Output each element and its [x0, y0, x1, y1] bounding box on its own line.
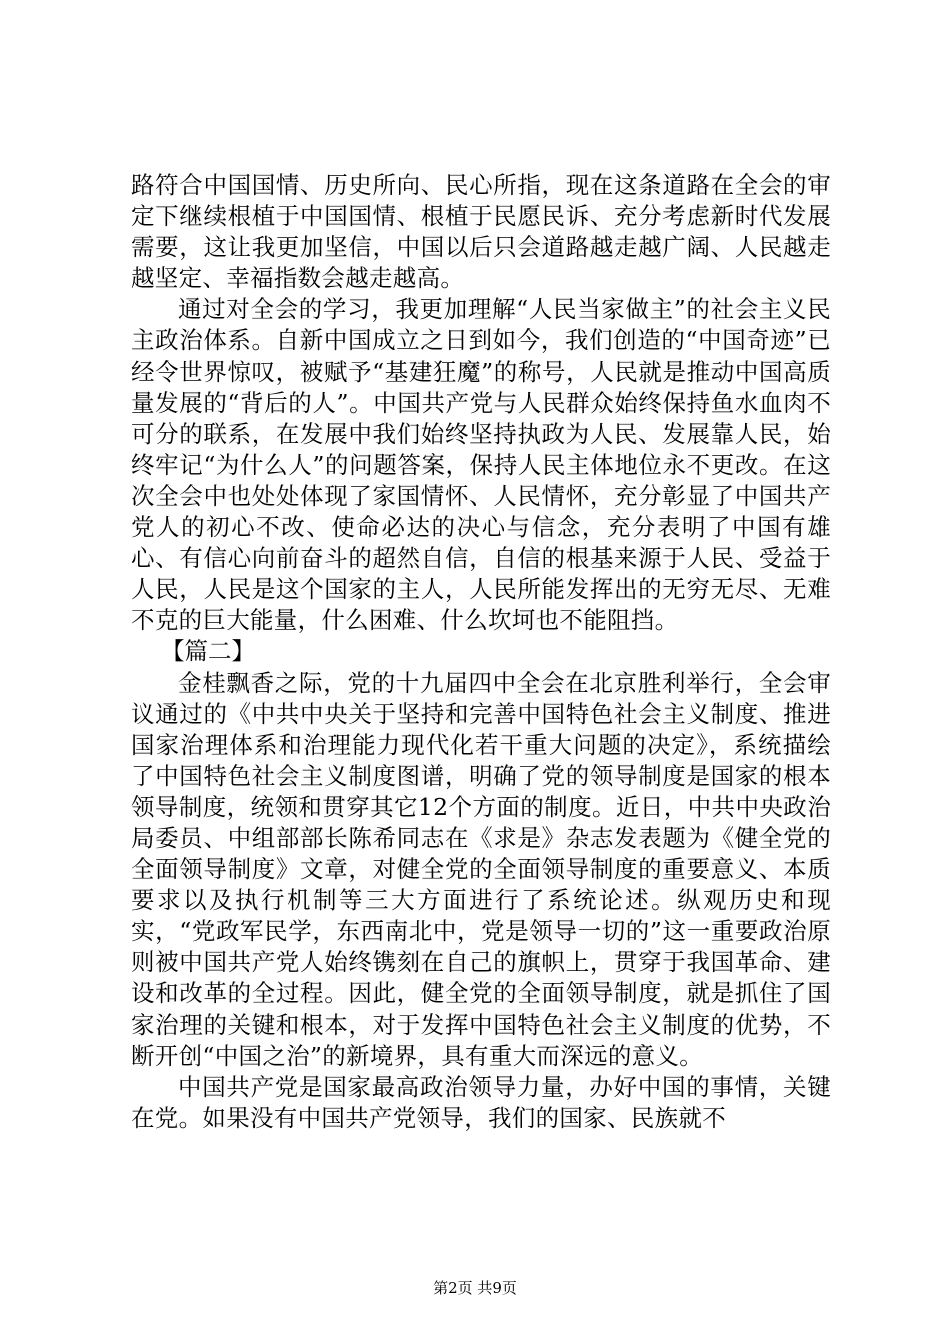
- paragraph-4: 中国共产党是国家最高政治领导力量，办好中国的事情，关键在党。如果没有中国共产党领导，我们的国家、民族就不: [131, 1072, 831, 1132]
- paragraph-3: 金桂飘香之际，党的十九届四中全会在北京胜利举行，全会审议通过的《中共中央关于坚持和完善中国特色社会主义制度、推进国家治理体系和治理能力现代化若干重大问题的决定》，系统描绘了中国特色社会主义制度图谱，明确了党的领导制度是国家的根本领导制度，统领和贯穿其它12个方面的制度。近日，中共中央政治局委员、中组部部长陈希同志在《求是》杂志发表题为《健全党的全面领导制度》文章，对健全党的全面领导制度的重要意义、本质要求以及执行机制等三大方面进行了系统论述。纵观历史和现实，“党政军民学，东西南北中，党是领导一切的”这一重要政治原则被中国共产党人始终镌刻在自己的旗帜上，贯穿于我国革命、建设和改革的全过程。因此，健全党的全面领导制度，就是抓住了国家治理的关键和根本，对于发挥中国特色社会主义制度的优势，不断开创“中国之治”的新境界，具有重大而深远的意义。: [131, 668, 831, 1070]
- paragraph-2: 通过对全会的学习，我更加理解“人民当家做主”的社会主义民主政治体系。自新中国成立之日到如今，我们创造的“中国奇迹”已经令世界惊叹，被赋予“基建狂魔”的称号，人民就是推动中国高质量发展的“背后的人”。中国共产党与人民群众始终保持鱼水血肉不可分的联系，在发展中我们始终坚持执政为人民、发展靠人民，始终牢记“为什么人”的问题答案，保持人民主体地位永不更改。在这次全会中也处处体现了家国情怀、人民情怀，充分彰显了中国共产党人的初心不改、使命必达的决心与信念，充分表明了中国有雄心、有信心向前奋斗的超然自信，自信的根基来源于人民、受益于人民，人民是这个国家的主人，人民所能发挥出的无穷无尽、无难不克的巨大能量，什么困难、什么坎坷也不能阻挡。: [131, 295, 831, 635]
- section-heading: 【篇二】: [161, 637, 255, 666]
- paragraph-1: 路符合中国国情、历史所向、民心所指，现在这条道路在全会的审定下继续根植于中国国情、根植于民愿民诉、充分考虑新时代发展需要，这让我更加坚信，中国以后只会道路越走越广阔、人民越走越坚定、幸福指数会越走越高。: [131, 171, 831, 293]
- page-footer: 第2页 共9页: [433, 1279, 517, 1297]
- document-body: [131, 170, 831, 1134]
